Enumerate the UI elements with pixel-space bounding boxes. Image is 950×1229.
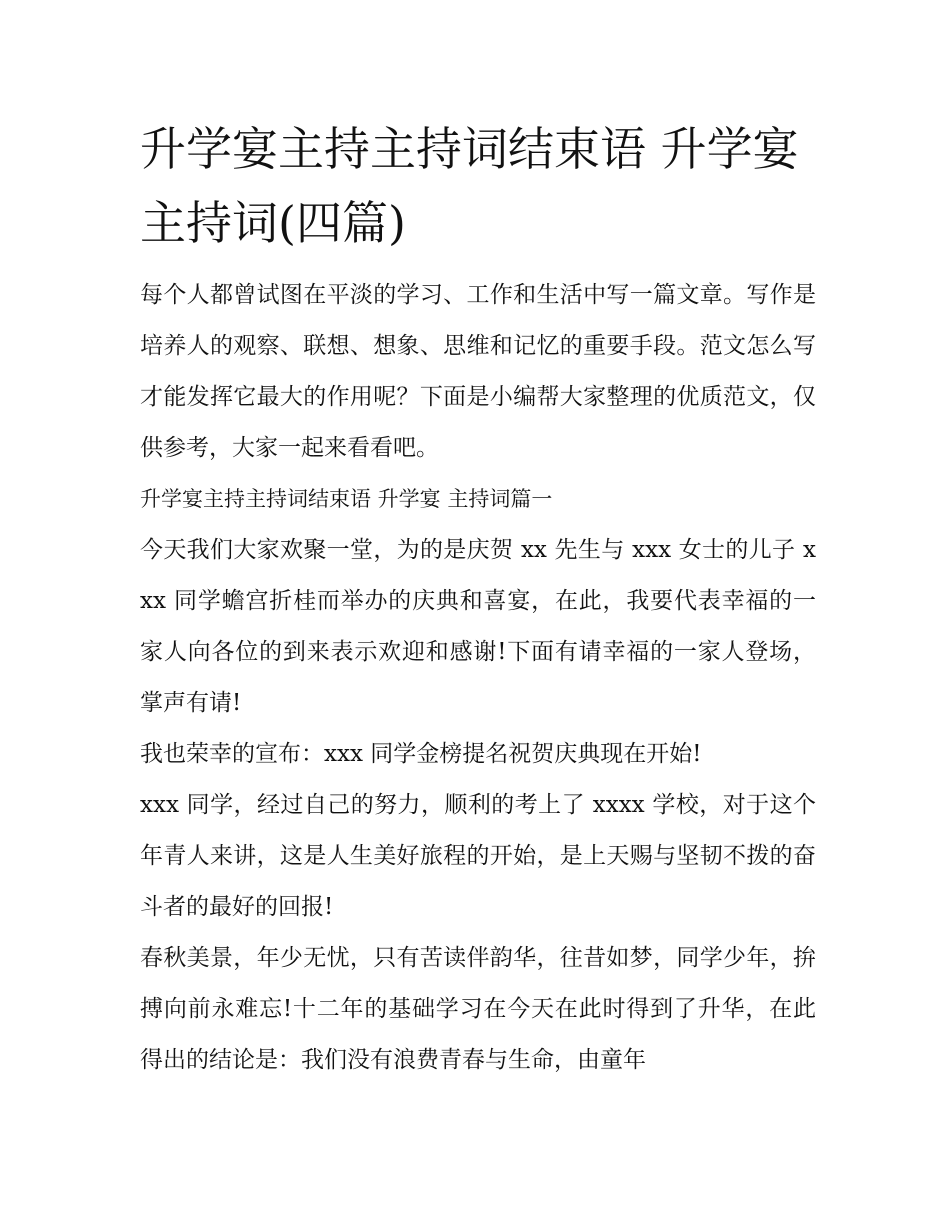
paragraph-4: 春秋美景，年少无忧，只有苦读伴韵华，往昔如梦，同学少年，拚搏向前永难忘!十二年的基础学习在今天在此时得到了升华，在此得出的结论是：我们没有浪费青春与生命，由童年 [140,945,816,1073]
paragraph-3: xxx 同学，经过自己的努力，顺利的考上了 xxxx 学校，对于这个年青人来讲，这是人生美好旅程的开始，是上天赐与坚韧不拨的奋斗者的最好的回报! [140,792,816,920]
document-page [140,112,816,1086]
section-heading: 升学宴主持主持词结束语 升学宴 主持词篇一 [140,487,553,511]
paragraph-2: 我也荣幸的宣布：xxx 同学金榜提名祝贺庆典现在开始! [140,741,702,767]
paragraph-1: 今天我们大家欢聚一堂，为的是庆贺 xx 先生与 xxx 女士的儿子 xxx 同学蟾宫折桂而举办的庆典和喜宴，在此，我要代表幸福的一家人向各位的到来表示欢迎和感谢!下面有请幸福的一家人登场，掌声有请! [140,537,816,716]
document-title: 升学宴主持主持词结束语 升学宴 主持词(四篇) [140,122,799,250]
document-body [140,270,816,1086]
intro-paragraph: 每个人都曾试图在平淡的学习、工作和生活中写一篇文章。写作是培养人的观察、联想、想象、思维和记忆的重要手段。范文怎么写才能发挥它最大的作用呢？下面是小编帮大家整理的优质范文，仅供参考，大家一起来看看吧。 [140,282,816,461]
